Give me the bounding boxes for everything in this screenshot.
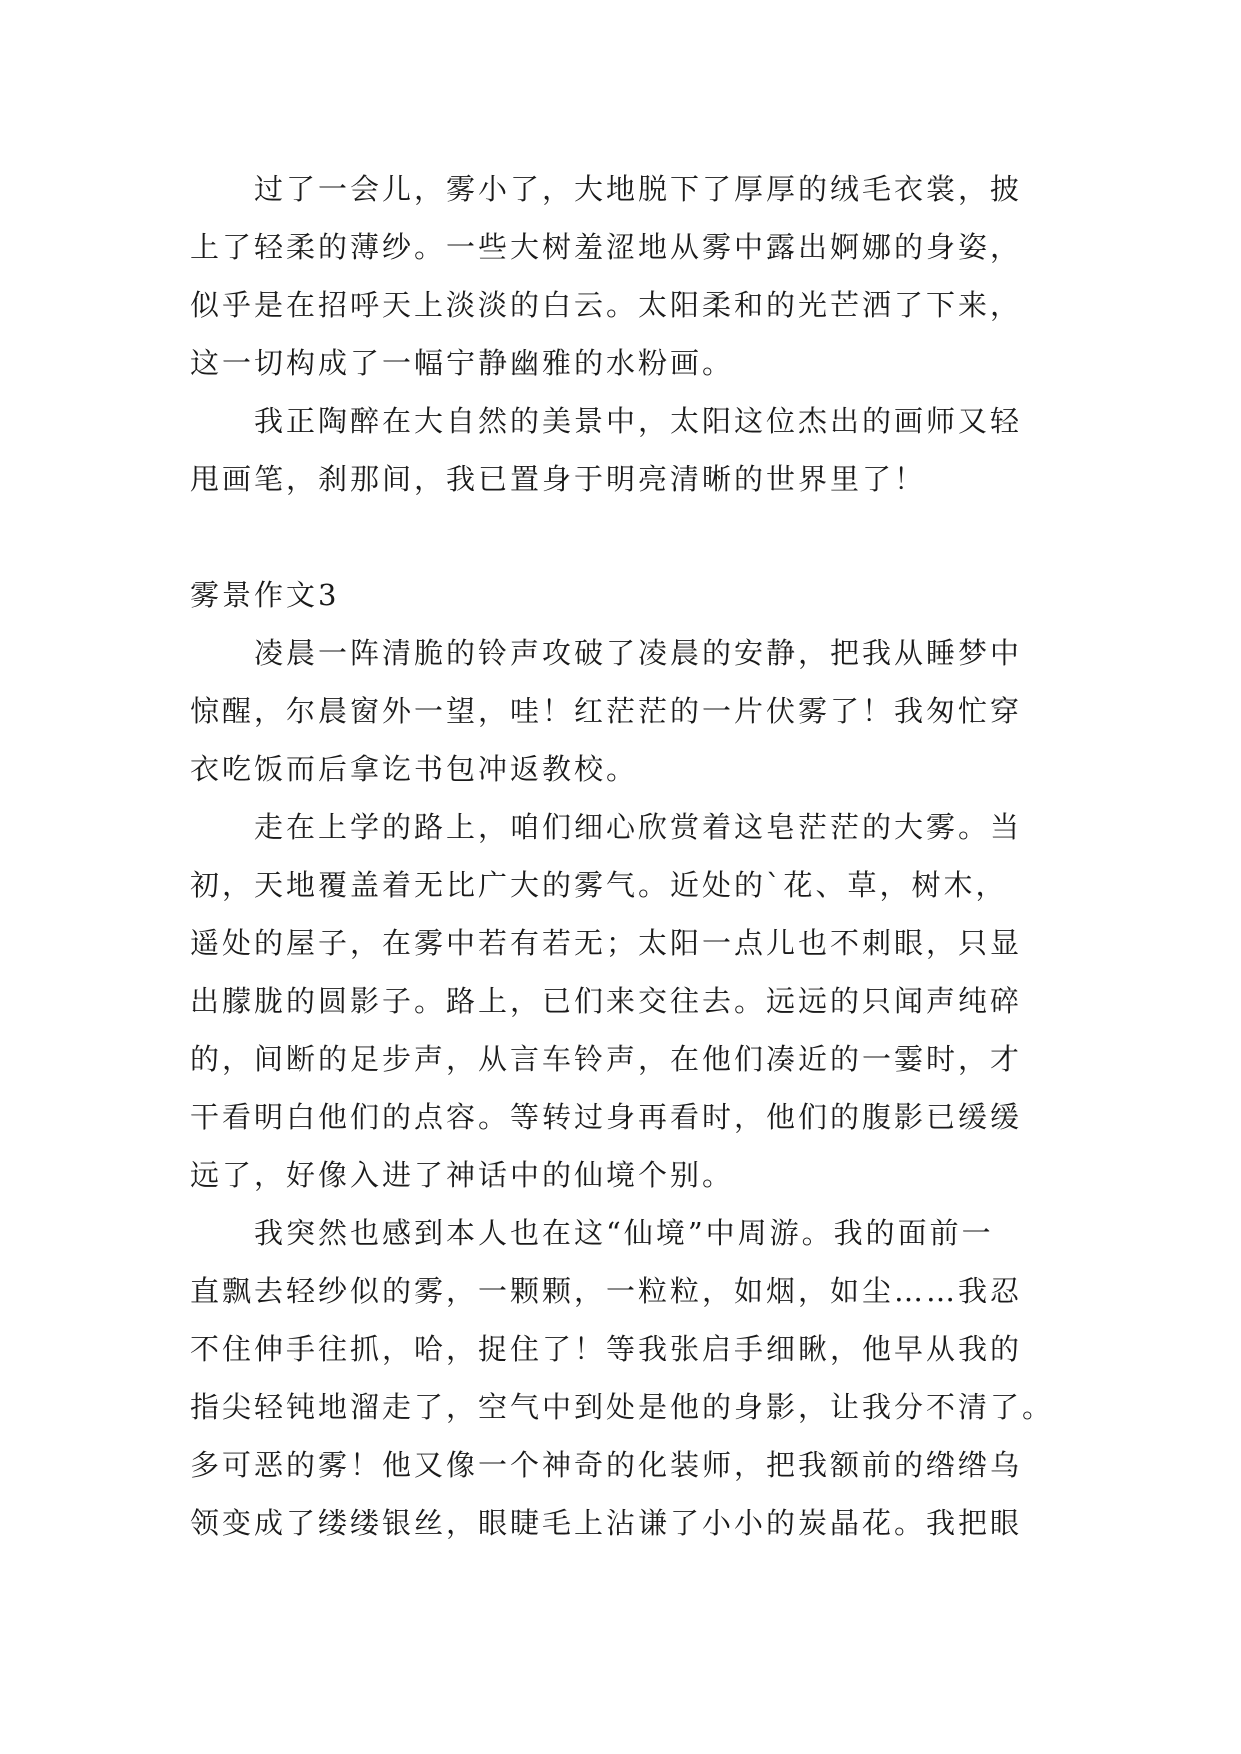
text-line: 远了，好像入进了神话中的仙境个别。 — [190, 1158, 735, 1192]
text-line: 指尖轻钝地溜走了，空气中到处是他的身影，让我分不清了。 — [190, 1390, 1055, 1424]
text-line: 惊醒，尔晨窗外一望，哇！红茫茫的一片伏雾了！我匆忙穿 — [190, 694, 1023, 728]
paragraph — [190, 392, 1050, 508]
text-line: 初，天地覆盖着无比广大的雾气。近处的`花、草，树木， — [190, 868, 1008, 902]
text-line: 过了一会儿，雾小了，大地脱下了厚厚的绒毛衣裳，披 — [254, 172, 1023, 206]
paragraph — [190, 798, 1050, 1204]
essay-heading: 雾景作文3 — [190, 578, 340, 612]
text-line: 直飘去轻纱似的雾，一颗颗，一粒粒，如烟，如尘……我忍 — [190, 1274, 1023, 1308]
text-line: 我突然也感到本人也在这“仙境”中周游。我的面前一 — [254, 1216, 994, 1250]
text-line: 上了轻柔的薄纱。一些大树羞涩地从雾中露出婀娜的身姿， — [190, 230, 1023, 264]
text-line: 我正陶醉在大自然的美景中，太阳这位杰出的画师又轻 — [254, 404, 1023, 438]
paragraph — [190, 160, 1050, 392]
paragraph — [190, 1204, 1055, 1552]
text-line: 似乎是在招呼天上淡淡的白云。太阳柔和的光芒洒了下来， — [190, 288, 1023, 322]
text-line: 凌晨一阵清脆的铃声攻破了凌晨的安静，把我从睡梦中 — [254, 636, 1023, 670]
text-line: 遥处的屋子，在雾中若有若无；太阳一点儿也不刺眼，只显 — [190, 926, 1023, 960]
text-line: 甩画笔，刹那间，我已置身于明亮清晰的世界里了！ — [190, 462, 927, 496]
paragraph — [190, 624, 1050, 798]
text-line: 衣吃饭而后拿讫书包冲返教校。 — [190, 752, 639, 786]
text-line: 的，间断的足步声，从言车铃声，在他们凑近的一霎时，才 — [190, 1042, 1023, 1076]
text-line: 领变成了缕缕银丝，眼睫毛上沾谦了小小的炭晶花。我把眼 — [190, 1506, 1023, 1540]
text-line: 出朦胧的圆影子。路上，已们来交往去。远远的只闻声纯碎 — [190, 984, 1023, 1018]
text-line: 这一切构成了一幅宁静幽雅的水粉画。 — [190, 346, 735, 380]
text-line: 干看明白他们的点容。等转过身再看时，他们的腹影已缓缓 — [190, 1100, 1023, 1134]
text-line: 走在上学的路上，咱们细心欣赏着这皂茫茫的大雾。当 — [254, 810, 1023, 844]
text-line: 多可恶的雾！他又像一个神奇的化装师，把我额前的绺绺乌 — [190, 1448, 1023, 1482]
text-line: 不住伸手往抓，哈，捉住了！等我张启手细瞅，他早从我的 — [190, 1332, 1023, 1366]
document-page — [190, 160, 1055, 1552]
